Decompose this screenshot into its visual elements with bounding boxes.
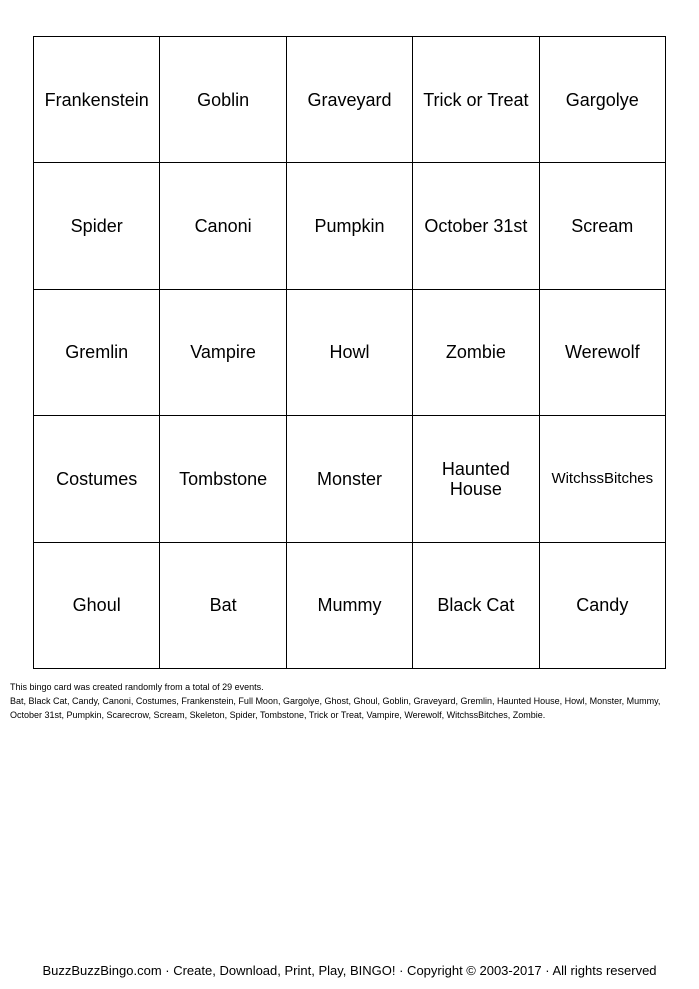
bingo-cell: Haunted House — [413, 416, 539, 542]
bingo-cell: Black Cat — [413, 543, 539, 669]
bingo-cell: Bat — [160, 543, 286, 669]
footer-copyright: BuzzBuzzBingo.com · Create, Download, Print, Play, BINGO! · Copyright © 2003-2017 · All rights reserved — [42, 963, 657, 978]
card-notes — [10, 680, 689, 722]
bingo-cell: Gargolye — [540, 37, 666, 163]
bingo-cell: Werewolf — [540, 290, 666, 416]
bingo-cell: Mummy — [287, 543, 413, 669]
bingo-cell: Vampire — [160, 290, 286, 416]
bingo-cell: Ghoul — [34, 543, 160, 669]
bingo-cell: Canoni — [160, 163, 286, 289]
bingo-cell: Trick or Treat — [413, 37, 539, 163]
bingo-cell: Monster — [287, 416, 413, 542]
bingo-cell: Frankenstein — [34, 37, 160, 163]
notes-event-list: Bat, Black Cat, Candy, Canoni, Costumes, Frankenstein, Full Moon, Gargolye, Ghost, Ghoul, Goblin, Graveyard, Gremlin, Haunted House, Howl, Monster, Mummy, October 31st, Pumpkin, Scarecrow, Scream, Skeleton, Spider, Tombstone, Trick or Treat, Vampire, Werewolf, WitchssBitches, Zombie. — [10, 696, 661, 720]
bingo-cell: Graveyard — [287, 37, 413, 163]
bingo-cell: Tombstone — [160, 416, 286, 542]
bingo-card-grid — [33, 36, 666, 669]
bingo-cell: Howl — [287, 290, 413, 416]
notes-intro: This bingo card was created randomly from a total of 29 events. — [10, 682, 264, 692]
bingo-cell: October 31st — [413, 163, 539, 289]
bingo-cell: Candy — [540, 543, 666, 669]
bingo-cell: Goblin — [160, 37, 286, 163]
bingo-cell: Costumes — [34, 416, 160, 542]
bingo-cell: WitchssBitches — [540, 416, 666, 542]
bingo-cell: Pumpkin — [287, 163, 413, 289]
bingo-cell: Gremlin — [34, 290, 160, 416]
bingo-cell: Spider — [34, 163, 160, 289]
bingo-cell: Scream — [540, 163, 666, 289]
bingo-cell: Zombie — [413, 290, 539, 416]
